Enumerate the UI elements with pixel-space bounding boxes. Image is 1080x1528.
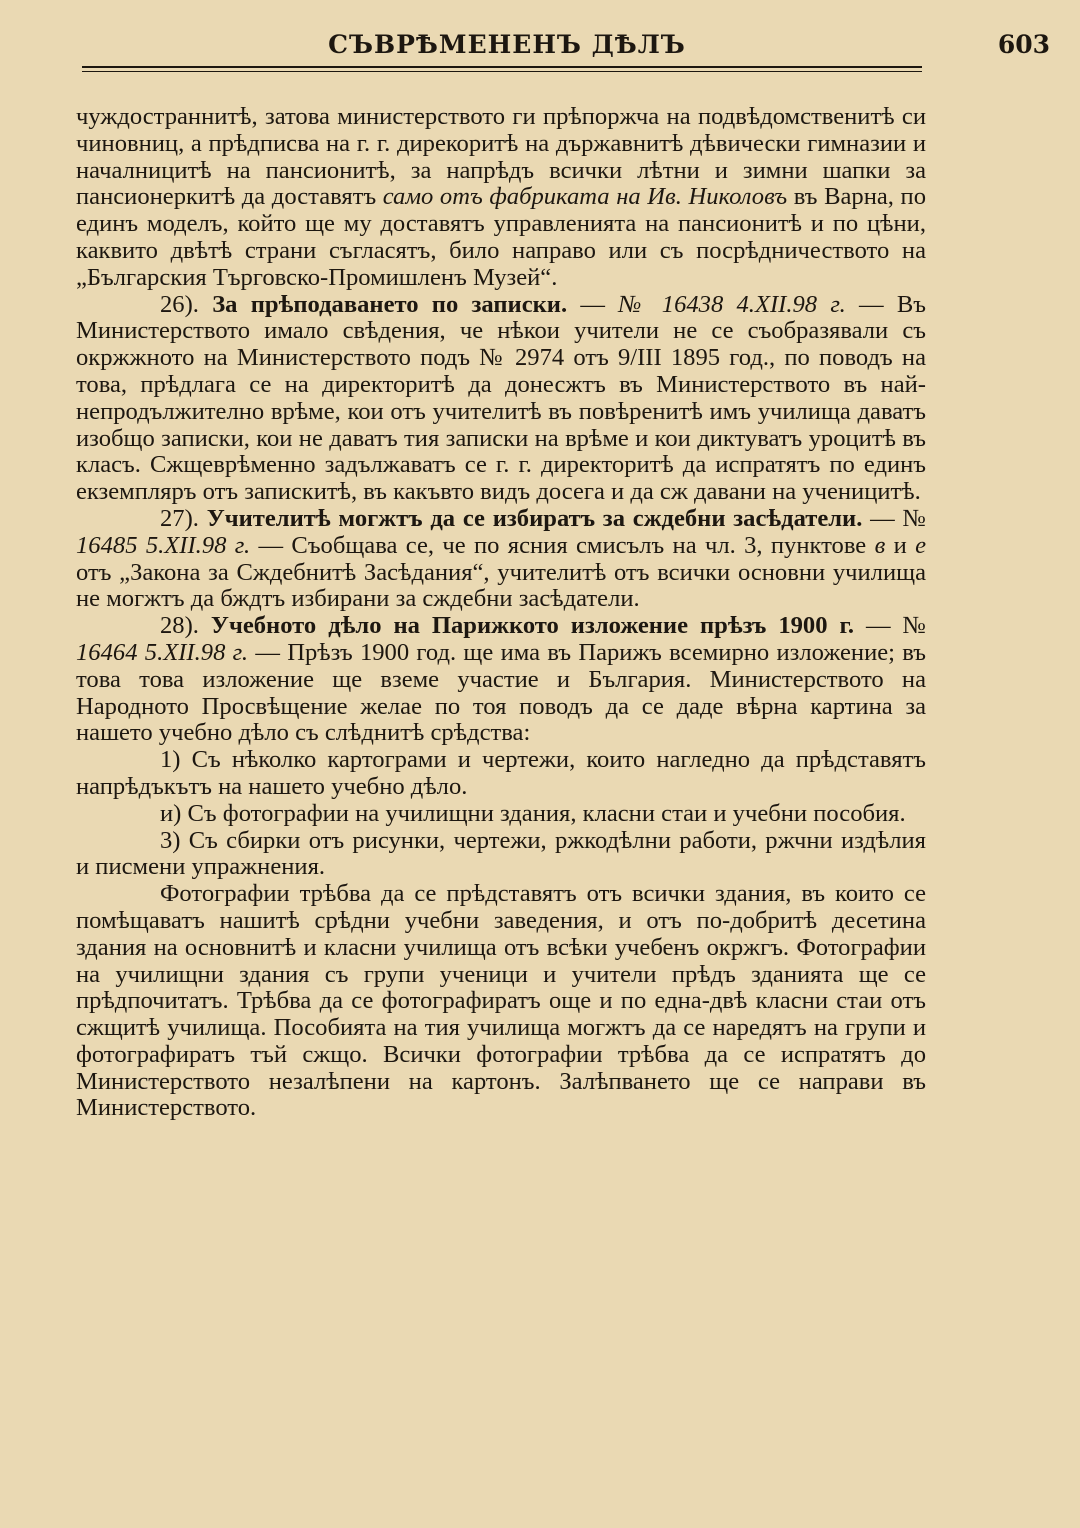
paragraph-27: 27). Учителитѣ могжтъ да се избиратъ за сждебни засѣдатели. — № 16485 5.XII.98 г. — Съобщава се, че по ясния смисълъ на чл. 3, пунктове в и е отъ „Закона за Сждебнитѣ Засѣдания“, учителитѣ отъ всички основни училища не могжтъ да бждтъ избирани за сждебни засѣдатели.: [76, 504, 926, 613]
header-rule-thin: [82, 71, 922, 72]
list-item-3: 3) Съ сбирки отъ рисунки, чертежи, ржкодѣлни работи, ржчни издѣлия и писмени упражнения.: [76, 826, 926, 881]
header-rule-thick: [82, 66, 922, 68]
running-header: [76, 24, 1050, 66]
page-number: 603: [997, 30, 1050, 59]
item-number: 28).: [160, 612, 199, 640]
list-item-2: и) Съ фотографии на училищни здания, класни стаи и учебни пособия.: [160, 799, 906, 827]
paragraph-photographs: Фотографии трѣбва да се прѣдставятъ отъ всички здания, въ които се помѣщаватъ нашитѣ срѣдни учебни заведения, и отъ по-добритѣ десетина здания на основнитѣ и класни училища отъ всѣки учебенъ окржгъ. Фотографии на училищни здания съ групи ученици и учители прѣдъ зданията ще се прѣдпочитатъ. Трѣбва да се фотографиратъ още и по една-двѣ класни стаи отъ сжщитѣ училища. Пособията на тия училища могжтъ да се наредятъ на групи и фотографиратъ тъй сжщо. Всички фотографии трѣбва да се испратятъ до Министерството незалѣпени на картонъ. Залѣпването ще се направи въ Министерството.: [76, 880, 926, 1122]
decree-reference: № 16438 4.XII.98 г.: [618, 290, 846, 318]
page-body: [76, 104, 926, 1122]
item-heading: Учебното дѣло на Парижкото изложение прѣзъ 1900 г.: [210, 612, 855, 640]
item-heading: Учителитѣ могжтъ да се избиратъ за сждебни засѣдатели.: [206, 504, 863, 532]
paragraph-continued: чуждостраннитѣ, затова министерството ги прѣпоржча на подвѣдомственитѣ си чиновниц, а прѣдписва на г. г. дирекоритѣ на държавнитѣ дѣвически гимназии и началницитѣ на пансионитѣ, за напрѣдъ всички лѣтни и зимни шапки за пансионеркитѣ да доставятъ само отъ фабриката на Ив. Николовъ въ Варна, по единъ моделъ, който ще му доставятъ управленията на пансионитѣ и по цѣни, каквито двѣтѣ страни съгласятъ, било направо или съ посрѣдничеството на „Българския Търговско-Промишленъ Музей“.: [76, 103, 926, 291]
emphasis-maker: само отъ фабриката на Ив. Николовъ: [382, 183, 788, 211]
paragraph-28: 28). Учебното дѣло на Парижкото изложение прѣзъ 1900 г. — № 16464 5.XII.98 г. — Прѣзъ 1900 год. ще има въ Парижъ всемирно изложение; въ това това изложение ще вземе участие и България. Министерството на Народното Просвѣщение желае по тоя поводъ да се даде вѣрна картина за нашето учебно дѣло съ слѣднитѣ срѣдства:: [76, 612, 927, 747]
item-heading: За прѣподаването по записки.: [212, 290, 568, 318]
section-title: СЪВРѢМЕНЕНЪ ДѢЛЪ: [328, 30, 686, 59]
item-number: 26).: [160, 290, 199, 318]
paragraph-26: 26). За прѣподаването по записки. — № 16438 4.XII.98 г. — Въ Министерството имало свѣдения, че нѣкои учители не се съобразявали съ окржжното на Министерството подъ № 2974 отъ 9/III 1895 год., по поводъ на това, прѣдлага се на директоритѣ да донесжтъ въ Министерството въ най-непродължително врѣме, кои отъ учителитѣ въ повѣренитѣ имъ училища даватъ изобщо записки, кои не даватъ тия записки на врѣме и кои диктуватъ уроцитѣ въ класъ. Сжщеврѣменно задължаватъ се г. г. директоритѣ да испратятъ по единъ екземпляръ отъ запискитѣ, въ какъвто видъ досега и да сж давани на ученицитѣ.: [76, 290, 926, 506]
decree-reference: 16464 5.XII.98 г.: [76, 638, 249, 666]
decree-reference: 16485 5.XII.98 г.: [76, 531, 251, 559]
item-number: 27).: [160, 504, 199, 532]
list-item-1: 1) Съ нѣколко картограми и чертежи, които нагледно да прѣдставятъ напрѣдъкътъ на нашето учебно дѣло.: [76, 746, 926, 800]
